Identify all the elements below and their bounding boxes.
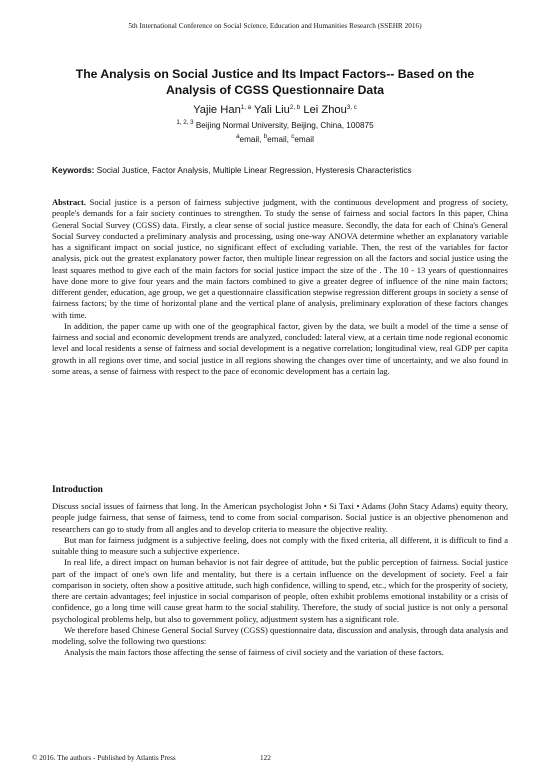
intro-paragraph: We therefore based Chinese General Social Survey (CGSS) questionnaire data, discussion and analysis, through data analysis and modeling, solve the following two questions: bbox=[52, 624, 508, 646]
email-text: email bbox=[294, 135, 314, 144]
paper-title-line-2: Analysis of CGSS Questionnaire Data bbox=[165, 83, 385, 97]
email-superscript: a bbox=[236, 133, 240, 140]
keywords-text: Social Justice, Factor Analysis, Multiple Linear Regression, Hysteresis Characteristics bbox=[96, 165, 412, 175]
author-list bbox=[40, 103, 510, 117]
introduction-body bbox=[52, 501, 508, 659]
affiliation-text: Beijing Normal University, Beijing, China, 100875 bbox=[195, 121, 374, 130]
keywords-label: Keywords: bbox=[52, 165, 95, 175]
section-heading-introduction: Introduction bbox=[52, 485, 103, 495]
email-list bbox=[40, 134, 510, 145]
copyright-notice: © 2016. The authors - Published by Atlantis Press bbox=[32, 754, 176, 762]
title-block bbox=[40, 66, 510, 145]
author-name: Yali Liu bbox=[254, 104, 290, 116]
abstract-label: Abstract. bbox=[52, 197, 86, 207]
intro-paragraph: But man for fairness judgment is a subjective feeling, does not comply with the fixed criteria, all different, it is difficult to find a suitable thing to measure such a subjective experience. bbox=[52, 534, 508, 556]
author-name: Lei Zhou bbox=[303, 104, 347, 116]
author-superscript: 3, c bbox=[346, 104, 357, 111]
author-name: Yajie Han bbox=[193, 104, 241, 116]
paper-title-line-1: The Analysis on Social Justice and Its Impact Factors-- Based on the bbox=[75, 67, 475, 81]
email-text: email, bbox=[239, 135, 262, 144]
keywords bbox=[52, 165, 508, 176]
email-superscript: b bbox=[263, 133, 268, 140]
author-superscript: 1, a bbox=[240, 104, 252, 111]
abstract bbox=[52, 197, 508, 377]
email-superscript: c bbox=[291, 133, 295, 140]
abstract-paragraph: In addition, the paper came up with one of the geographical factor, given by the data, we built a model of the time a sense of fairness and social and economic development trends are analyzed, concluded: lateral view, at a certain time node regional economic level and local residents a sense of fairness and social development is a negative correlation; longitudinal view, real GDP per capita growth in all regions over time, and social justice in all regions showing the changes over time of uncertainty, and we also found in some areas, a sense of fairness with respect to the pace of economic development has a certain lag. bbox=[52, 320, 508, 376]
affiliation bbox=[40, 120, 510, 131]
email-text: email, bbox=[267, 135, 289, 144]
intro-paragraph: In real life, a direct impact on human behavior is not fair degree of attitude, but the public perception of fairness. Social justice part of the impact of one's own life and mentality, but there is a certain influence on the development of society. Feel a fair comparison in society, often show a positive attitude, such high confidence, willing to spend, etc., which for the prosperity of society, there are certain advantages; feel injustice in social comparison of people, often exhibit problems emotional instability or a crisis of confidence, go a long time will cause great harm to the social stability. Therefore, the study of social justice is not only a personal psychological problems help, but also to government policy, adjustment system has a significant role. bbox=[52, 557, 508, 624]
paper-title bbox=[40, 66, 510, 98]
page-number: 122 bbox=[260, 754, 271, 762]
abstract-paragraph bbox=[52, 197, 508, 321]
conference-header: 5th International Conference on Social Science, Education and Humanities Research (SSEHR 2016) bbox=[128, 22, 422, 30]
intro-paragraph: Analysis the main factors those affecting the sense of fairness of civil society and the variation of these factors. bbox=[64, 647, 444, 658]
intro-paragraph: Discuss social issues of fairness that long. In the American psychologist John • Si Taxi • Adams (John Stacy Adams) equity theory, people judge fairness, that sense of fairness, tend to come from social comparison. Social justice is an objective phenomenon and researchers can go to study from all angles and to develop criteria to measure the objective reality. bbox=[52, 501, 508, 534]
author-superscript: 2, b bbox=[289, 104, 301, 111]
affiliation-superscript: 1, 2, 3 bbox=[176, 119, 194, 126]
abstract-text: Social justice is a person of fairness subjective judgment, with the continuous development and progress of society, people's demands for a fair society continues to strengthen. To study the sense of fairness and social factors In this paper, China General Social Survey (CGSS) data. Firstly, a clear sense of social justice measure. Secondly, the data for each of China's General Social Survey conducted a preliminary analysis and processing, using one-way ANOVA determine whether an explanatory variable has a significant impact on social justice, no significant effect of excluding variable. Then, the rest of the variables for factor analysis, pick out the greatest explanatory power factor, then multiple linear regression on all the factors and social justice using the least squares method to give each of the main factors for social justice impact the size of the . The 10 - 13 years of questionnaires have done more to give four years and the main factors combined to give a greater degree of influence of the nine main factors; different gender, education, age group, we get a questionnaire classification stepwise regression different groups in society a sense of fairness factors; by the time of horizontal plane and the vertical plane of analysis, preliminary exploration of these factors changes with time. bbox=[52, 197, 508, 320]
